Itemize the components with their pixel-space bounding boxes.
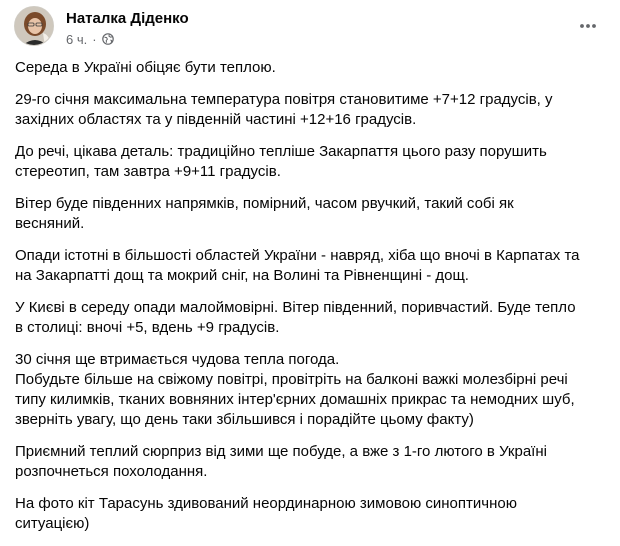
post-paragraph: 29-го січня максимальна температура повітря становитиме +7+12 градусів, у західних областях та у південній частині +12+16 градусів. xyxy=(15,91,553,128)
more-options-button[interactable] xyxy=(570,8,606,44)
post-timestamp[interactable]: 6 ч. xyxy=(66,31,88,47)
post-paragraph: На фото кіт Тарасунь здивований неординарною зимовою синоптичною ситуацією) xyxy=(15,495,517,532)
post-text xyxy=(15,58,601,546)
post-paragraph: 30 січня ще втримається чудова тепла погода. Побудьте більше на свіжому повітрі, провітріть на балконі важкі молезбірні речі типу килимків, тканих вовняних інтер'єрних домашніх прикрас та немодних шуб, зверніть увагу, що день таки збільшився і порадійте цьому факту) xyxy=(15,351,575,428)
globe-icon[interactable] xyxy=(102,33,114,45)
avatar[interactable] xyxy=(14,6,54,46)
post-paragraph: У Києві в середу опади малоймовірні. Вітер південний, поривчастий. Буде тепло в столиці: вночі +5, вдень +9 градусів. xyxy=(15,299,576,336)
post-meta xyxy=(66,31,114,47)
post-paragraph: Приємний теплий сюрприз від зими ще побуде, а вже з 1-го лютого в Україні розпочнеться похолодання. xyxy=(15,443,547,480)
post-paragraph: Опади істотні в більшості областей України - навряд, хіба що вночі в Карпатах та на Закарпатті дощ та мокрий сніг, на Волині та Рівненщині - дощ. xyxy=(15,247,580,284)
post-paragraph: Вітер буде південних напрямків, помірний, часом рвучкий, такий собі як весняний. xyxy=(15,195,514,232)
post-header xyxy=(14,6,606,50)
post-paragraph: Середа в Україні обіцяє бути теплою. xyxy=(15,59,276,76)
more-horizontal-icon xyxy=(578,16,598,36)
avatar-photo xyxy=(15,7,54,46)
meta-separator: · xyxy=(92,31,97,47)
post-paragraph: До речі, цікава деталь: традиційно тепліше Закарпаття цього разу порушить стереотип, там завтра +9+11 градусів. xyxy=(15,143,547,180)
author-name[interactable]: Наталка Діденко xyxy=(66,10,189,27)
